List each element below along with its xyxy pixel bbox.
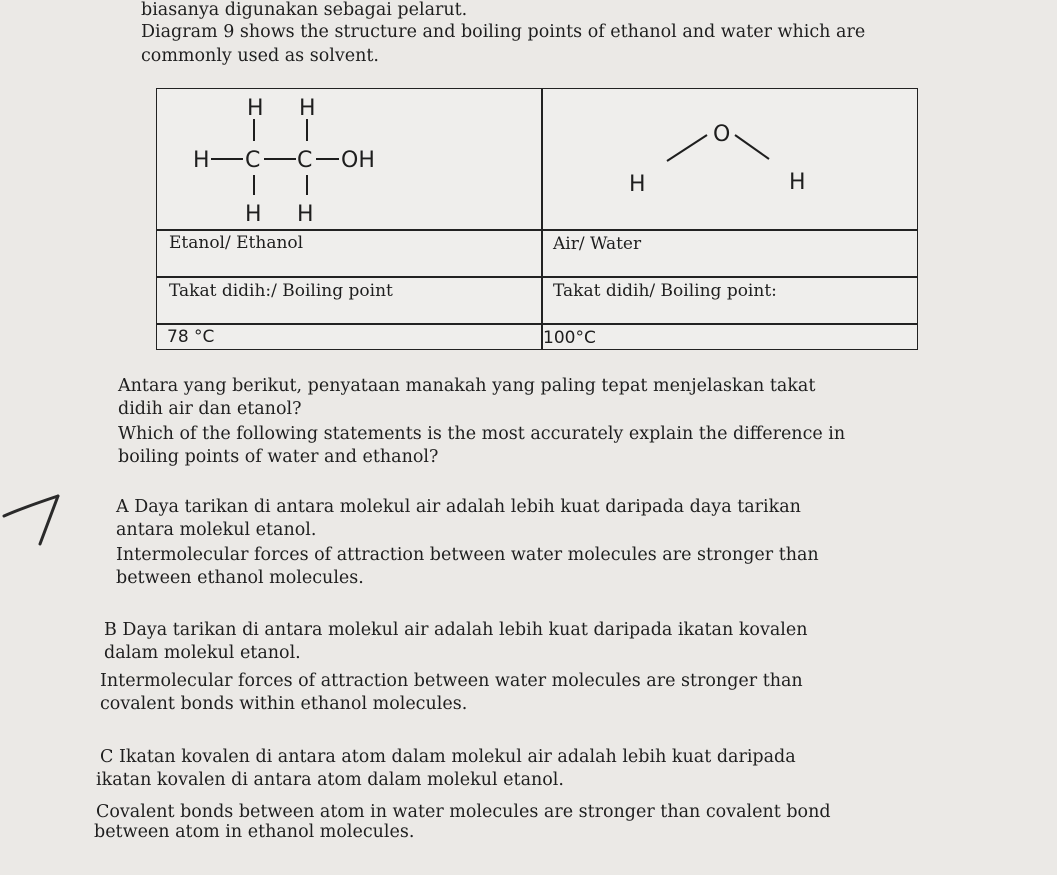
ethanol-atom-h-bottom-2: H bbox=[297, 202, 314, 227]
option-b-ms-line-1: B Daya tarikan di antara molekul air adalah lebih kuat daripada ikatan kovalen bbox=[104, 620, 808, 640]
question-ms-line-1: Antara yang berikut, penyataan manakah yang paling tepat menjelaskan takat bbox=[118, 376, 816, 396]
ethanol-boiling-point: 78 °C bbox=[167, 327, 215, 347]
question-ms-line-2: didih air dan etanol? bbox=[118, 399, 302, 419]
option-a-en-line-1: Intermolecular forces of attraction between water molecules are stronger than bbox=[116, 545, 819, 565]
table-row-divider bbox=[157, 229, 917, 231]
option-c-en-line-1: Covalent bonds between atom in water molecules are stronger than covalent bond bbox=[96, 802, 831, 822]
boiling-label-left: Takat didih:/ Boiling point bbox=[169, 281, 393, 301]
ethanol-atom-c-1: C bbox=[245, 148, 261, 173]
option-c-en-line-2: between atom in ethanol molecules. bbox=[94, 822, 415, 842]
ethanol-atom-c-2: C bbox=[297, 148, 313, 173]
table-row-divider bbox=[157, 323, 917, 325]
intro-line-1: biasanya digunakan sebagai pelarut. bbox=[141, 0, 468, 20]
question-en-line-1: Which of the following statements is the most accurately explain the difference in bbox=[118, 424, 846, 444]
option-c-ms-line-1: C Ikatan kovalen di antara atom dalam molekul air adalah lebih kuat daripada bbox=[100, 747, 796, 767]
ethanol-structure bbox=[157, 89, 541, 229]
water-atom-h-left: H bbox=[629, 172, 646, 197]
intro-line-3: commonly used as solvent. bbox=[141, 46, 379, 66]
option-a-en-line-2: between ethanol molecules. bbox=[116, 568, 364, 588]
ethanol-atom-h-bottom-1: H bbox=[245, 202, 262, 227]
ethanol-atom-oh: OH bbox=[341, 148, 375, 173]
water-atom-h-right: H bbox=[789, 170, 806, 195]
option-b-en-line-1: Intermolecular forces of attraction between water molecules are stronger than bbox=[100, 671, 803, 691]
handwritten-arrow-mark bbox=[0, 490, 80, 560]
option-c-ms-line-2: ikatan kovalen di antara atom dalam molekul etanol. bbox=[96, 770, 564, 790]
intro-line-2: Diagram 9 shows the structure and boiling points of ethanol and water which are bbox=[141, 22, 866, 42]
ethanol-atom-h-top-1: H bbox=[247, 96, 264, 121]
option-a-ms-line-1: A Daya tarikan di antara molekul air adalah lebih kuat daripada daya tarikan bbox=[116, 497, 801, 517]
water-structure bbox=[543, 89, 917, 229]
option-b-ms-line-2: dalam molekul etanol. bbox=[104, 643, 301, 663]
ethanol-name: Etanol/ Ethanol bbox=[169, 233, 304, 253]
diagram-9-table bbox=[156, 88, 918, 350]
option-a-ms-line-2: antara molekul etanol. bbox=[116, 520, 317, 540]
boiling-label-right: Takat didih/ Boiling point: bbox=[553, 281, 777, 301]
ethanol-atom-h-top-2: H bbox=[299, 96, 316, 121]
table-row-divider bbox=[157, 276, 917, 278]
ethanol-atom-h-left: H bbox=[193, 148, 210, 173]
water-boiling-point: 100°C bbox=[543, 328, 596, 348]
option-b-en-line-2: covalent bonds within ethanol molecules. bbox=[100, 694, 468, 714]
water-name: Air/ Water bbox=[553, 234, 642, 254]
water-atom-o: O bbox=[713, 122, 731, 147]
question-en-line-2: boiling points of water and ethanol? bbox=[118, 447, 439, 467]
